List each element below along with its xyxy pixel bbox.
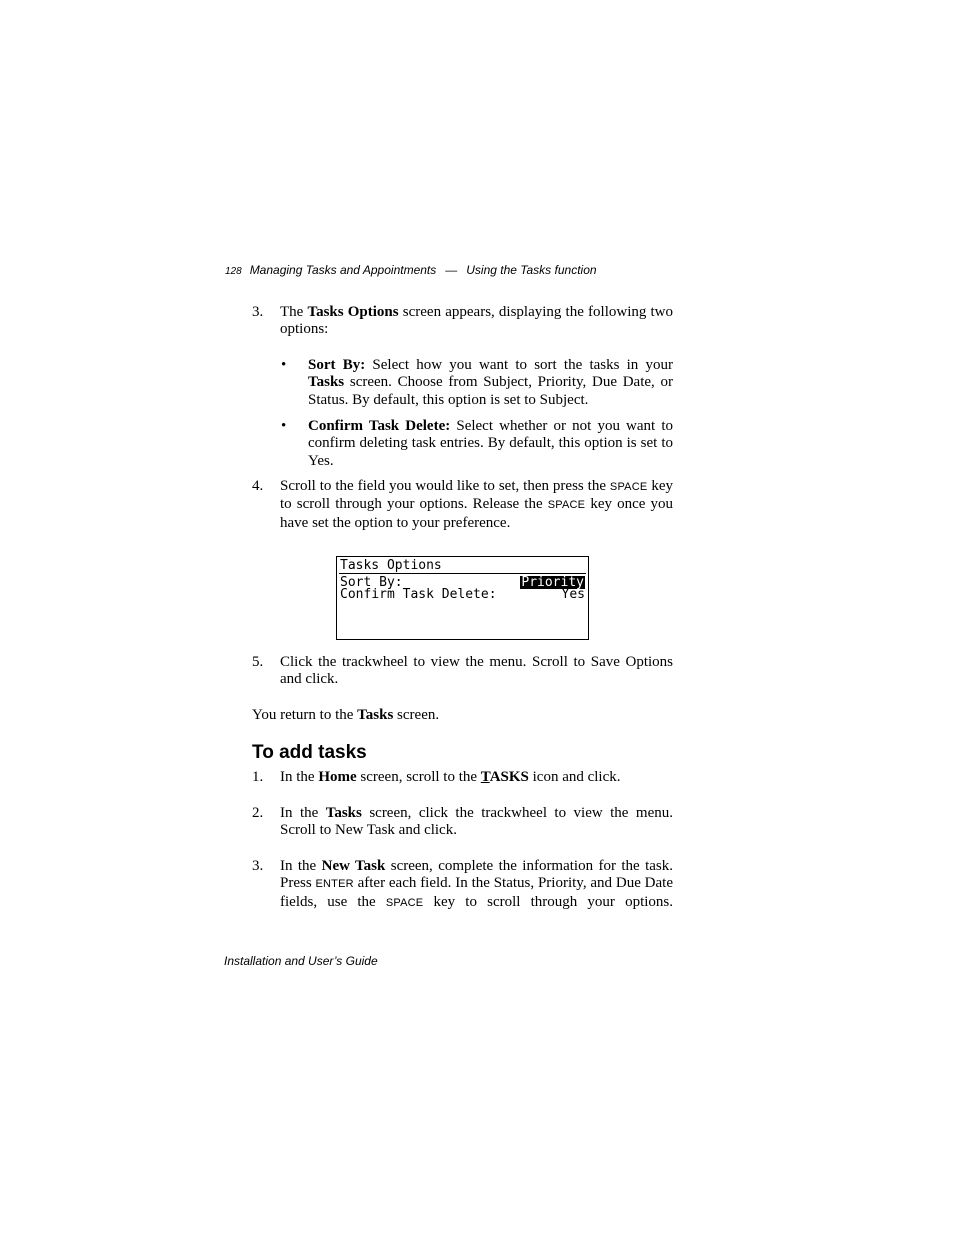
add-step-3-text: In the New Task screen, complete the information for the task. Press ENTER after each field. In the Status, Priority, and Due Date fields, use the SPACE key to scroll through your options. (280, 858, 673, 910)
add-step-2-text: In the Tasks screen, click the trackwheel to view the menu. Scroll to New Task and click. (280, 805, 673, 839)
running-footer: Installation and User’s Guide (224, 954, 378, 968)
running-header (225, 263, 597, 277)
return-text: You return to the Tasks screen. (252, 707, 440, 723)
step-number: 4. (252, 478, 264, 494)
sort-by-label: Sort By: (340, 575, 403, 590)
confirm-delete-row[interactable] (340, 588, 585, 601)
step-number: 3. (252, 304, 264, 320)
bullet-marker: • (281, 418, 287, 434)
screen-title: Tasks Options (340, 558, 442, 573)
tasks-options-screen (336, 556, 589, 640)
step-number: 3. (252, 858, 264, 874)
bullet-confirm-delete-text: Confirm Task Delete: Select whether or not you want to confirm deleting task entries. By default, this option is set to Yes. (308, 418, 673, 469)
page-number: 128 (225, 266, 242, 277)
sort-by-value[interactable]: Priority (521, 575, 584, 590)
confirm-delete-label: Confirm Task Delete: (340, 587, 497, 602)
section-title: Using the Tasks function (466, 263, 597, 277)
bullet-marker: • (281, 357, 287, 373)
chapter-title: Managing Tasks and Appointments (249, 263, 437, 277)
step-number: 1. (252, 769, 264, 785)
add-step-1-text: In the Home screen, scroll to the TASKS icon and click. (280, 769, 621, 785)
header-separator: — (445, 263, 458, 277)
bullet-sort-by-text: Sort By: Select how you want to sort the tasks in your Tasks screen. Choose from Subject, Priority, Due Date, or Status. By default, this option is set to Subject. (308, 357, 674, 408)
section-heading: To add tasks (252, 742, 367, 763)
title-divider (339, 573, 586, 574)
step-5-text: Click the trackwheel to view the menu. Scroll to Save Options and click. (280, 654, 673, 688)
confirm-delete-value[interactable]: Yes (561, 587, 585, 602)
step-3-text: The Tasks Options screen appears, displaying the following two options: (280, 304, 674, 338)
step-number: 2. (252, 805, 264, 821)
step-4-text: Scroll to the field you would like to set, then press the SPACE key to scroll through your options. Release the SPACE key once you have set the option to your preference. (280, 478, 673, 531)
step-number: 5. (252, 654, 264, 670)
